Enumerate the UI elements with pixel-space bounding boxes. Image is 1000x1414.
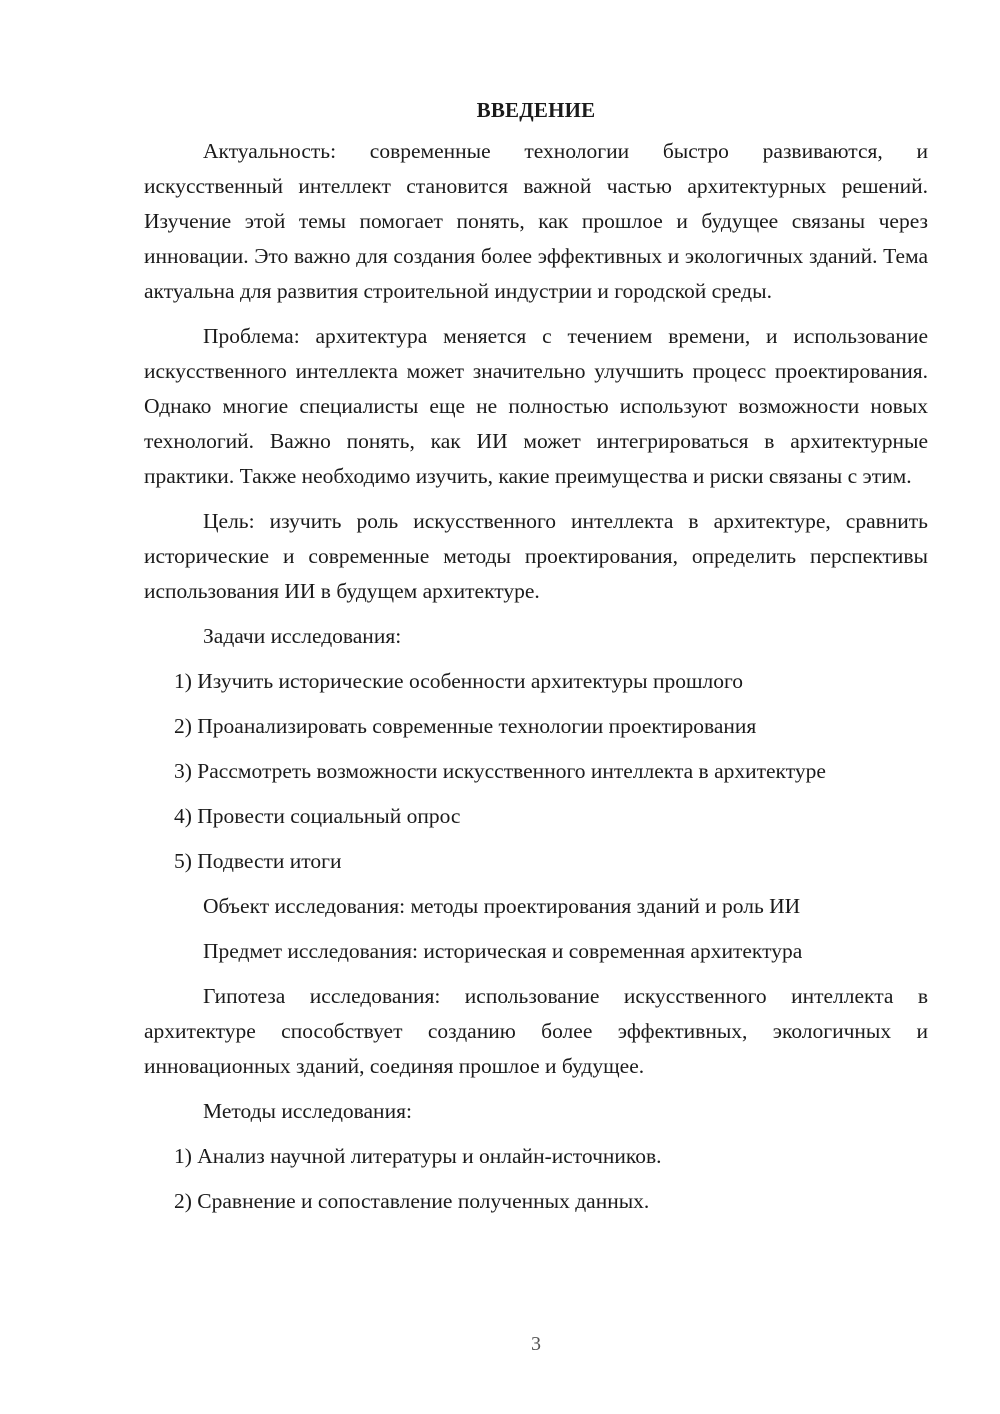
- tasks-heading: Задачи исследования:: [203, 624, 402, 648]
- task-item-4: 4) Провести социальный опрос: [174, 804, 461, 828]
- page-title: ВВЕДЕНИЕ: [476, 98, 596, 122]
- task-item-1: 1) Изучить исторические особенности архитектуры прошлого: [174, 669, 744, 693]
- document-page: [144, 96, 928, 1229]
- research-object: Объект исследования: методы проектирования зданий и роль ИИ: [203, 894, 801, 918]
- page-number: 3: [531, 1333, 541, 1355]
- task-item-3: 3) Рассмотреть возможности искусственного интеллекта в архитектуре: [174, 759, 826, 783]
- goal-paragraph: Цель: изучить роль искусственного интеллекта в архитектуре, сравнить исторические и современные методы проектирования, определить перспективы использования ИИ в будущем архитектуре.: [144, 509, 928, 603]
- problem-paragraph: Проблема: архитектура меняется с течением времени, и использование искусственного интеллекта может значительно улучшить процесс проектирования. Однако многие специалисты еще не полностью используют возможности новых технологий. Важно понять, как ИИ может интегрироваться в архитектурные практики. Также необходимо изучить, какие преимущества и риски связаны с этим.: [144, 324, 928, 488]
- methods-heading: Методы исследования:: [203, 1099, 412, 1123]
- method-item-1: 1) Анализ научной литературы и онлайн-источников.: [174, 1144, 662, 1168]
- task-item-2: 2) Проанализировать современные технологии проектирования: [174, 714, 757, 738]
- method-item-2: 2) Сравнение и сопоставление полученных данных.: [174, 1189, 650, 1213]
- relevance-paragraph: Актуальность: современные технологии быстро развиваются, и искусственный интеллект становится важной частью архитектурных решений. Изучение этой темы помогает понять, как прошлое и будущее связаны через инновации. Это важно для создания более эффективных и экологичных зданий. Тема актуальна для развития строительной индустрии и городской среды.: [144, 139, 928, 303]
- task-item-5: 5) Подвести итоги: [174, 849, 342, 873]
- hypothesis-paragraph: Гипотеза исследования: использование искусственного интеллекта в архитектуре способствует созданию более эффективных, экологичных и инновационных зданий, соединяя прошлое и будущее.: [144, 984, 928, 1078]
- research-subject: Предмет исследования: историческая и современная архитектура: [203, 939, 803, 963]
